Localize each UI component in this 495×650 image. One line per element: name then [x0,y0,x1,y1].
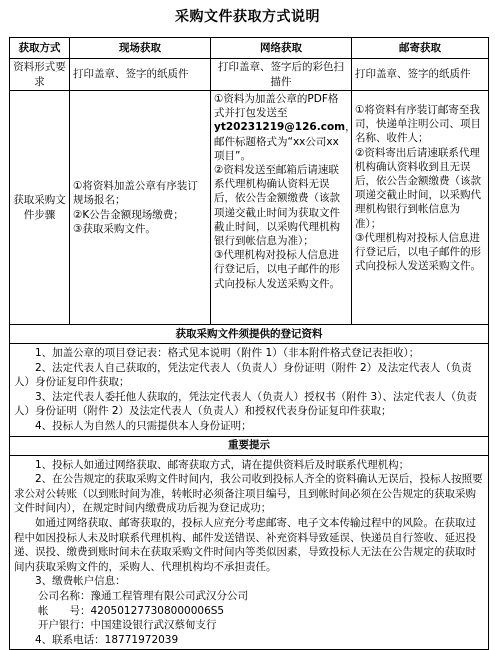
registration-item-4: 4、投标人为自然人的只需提供本人身份证明； [35,419,252,432]
account-number-value: 420501277308000006S5 [90,604,225,617]
notice-heading-row [10,436,489,455]
account-bank-value: 中国建设银行武汉蔡甸支行 [90,619,217,632]
onsite-step-2: ②K公告金额现场缴费； [73,208,184,221]
steps-label: 获取采购文件步骤 [10,91,70,325]
form-requirement-label: 资料形式要求 [10,59,70,91]
registration-item-2: 2、法定代表人自己获取的，凭法定代表人（负责人）身份证明（附件 2）及法定代表人（负责人）身份证复印件获取； [14,361,472,389]
notice-item-risk: 如通过网络获取、邮寄获取的，投标人应充分考虑邮寄、电子文本传输过程中的风险。在获取过程中如因投标人未及时联系代理机构、邮件发送错误、补充资料导致延误、快递员自行签收、延迟投递、误投、缴费到账时间未在获取采购文件时间内等类似因素，导致投标人无法在公告规定的获取时间内获取采购文件的，采购人、代理机构均不承担责任。 [14,516,476,573]
table-header-row [10,38,489,59]
registration-item-3: 3、法定代表人委托他人获取的，凭法定代表人（负责人）授权书（附件 3）、法定代表人（负责人）身份证明（附件 2）及法定代表人（负责人）和授权代表身份证复印件获取； [14,390,477,418]
registration-body-row [10,344,489,437]
online-step-1-tail: ，邮件标题格式为“xx公司xx项目”。 [214,121,356,162]
notice-heading: 重要提示 [10,436,489,455]
mail-step-3: ③代理机构对投标人信息进行登记后，以电子邮件的形式向投标人发送采购文件。 [355,231,481,273]
steps-online [211,91,356,325]
mail-step-1: ①将资料有序装订邮寄至我司，快递单注明公司、项目名称、收件人； [355,104,481,145]
account-company-label: 公司名称： [38,589,91,602]
steps-mail [352,91,489,325]
form-requirement-row [10,59,489,91]
header-mail: 邮寄获取 [352,38,489,59]
form-onsite: 打印盖章、签字的纸质件 [70,59,211,91]
account-company [14,589,484,604]
online-step-2: ②资料发送至邮箱后请速联系代理机构确认资料无误后，依公告金额缴费（该款项递交截止时间为获取文件截止时间，以采购代理机构银行到帐信息为准）； [214,164,340,248]
onsite-step-3: ③获取采购文件。 [73,222,156,235]
steps-row [10,91,489,325]
notice-item-1: 1、投标人如通过网络获取、邮寄获取方式，请在提供资料后及时联系代理机构； [35,458,410,471]
account-number-label: 帐 号： [38,604,91,617]
email-address[interactable]: yt20231219@126.com [214,121,346,134]
acquisition-table [9,37,489,650]
online-step-3: ③代理机构对投标人信息进行登记后，以电子邮件的形式向投标人发送采购文件。 [214,249,340,290]
online-step-1 [214,92,356,163]
notice-item-2: 2、在公告规定的获取采购文件时间内，我公司收到投标人齐全的资料确认无误后，投标人按照要求公对公转账（以到账时间为准，转帐时必须备注项目编号，且到帐时间必须在公告规定的获取采购文件时间内），在规定时间内缴费成功后视为登记成功； [14,473,483,515]
registration-list [10,344,489,437]
registration-heading-row [10,325,489,344]
header-online: 网络获取 [211,38,352,59]
contact-phone: 4、联系电话：18771972039 [35,633,179,646]
online-step-1-text: ①资料为加盖公章的PDF格式并打包发送至 [214,93,339,120]
document-title: 采购文件获取方式说明 [175,9,320,25]
notice-item-3: 3、缴费帐户信息： [35,575,126,588]
account-bank-label: 开户银行： [38,619,91,632]
mail-step-2: ②资料寄出后请速联系代理机构确认资料收到且无误后，依公告金额缴费（该款项递交截止时间，以采购代理机构银行到帐信息为准）； [355,146,481,230]
header-onsite: 现场获取 [70,38,211,59]
form-mail: 打印盖章、签字的纸质件 [352,59,489,91]
header-method: 获取方式 [10,38,70,59]
onsite-step-1: ①将资料加盖公章有序装订规场报名； [73,180,198,207]
notice-body-row [10,455,489,650]
steps-onsite [70,91,211,325]
registration-item-1: 1、加盖公章的项目登记表：格式见本说明（附件 1）（非本附件格式登记表拒收）； [35,347,420,359]
registration-heading: 获取采购文件须提供的登记资料 [10,325,489,344]
notice-list [10,455,489,650]
account-company-value: 豫通工程管理有限公司武汉分公司 [90,589,248,602]
account-number [14,604,484,619]
form-online: 打印盖章、签字后的彩色扫描件 [211,59,352,91]
account-bank [14,618,484,633]
